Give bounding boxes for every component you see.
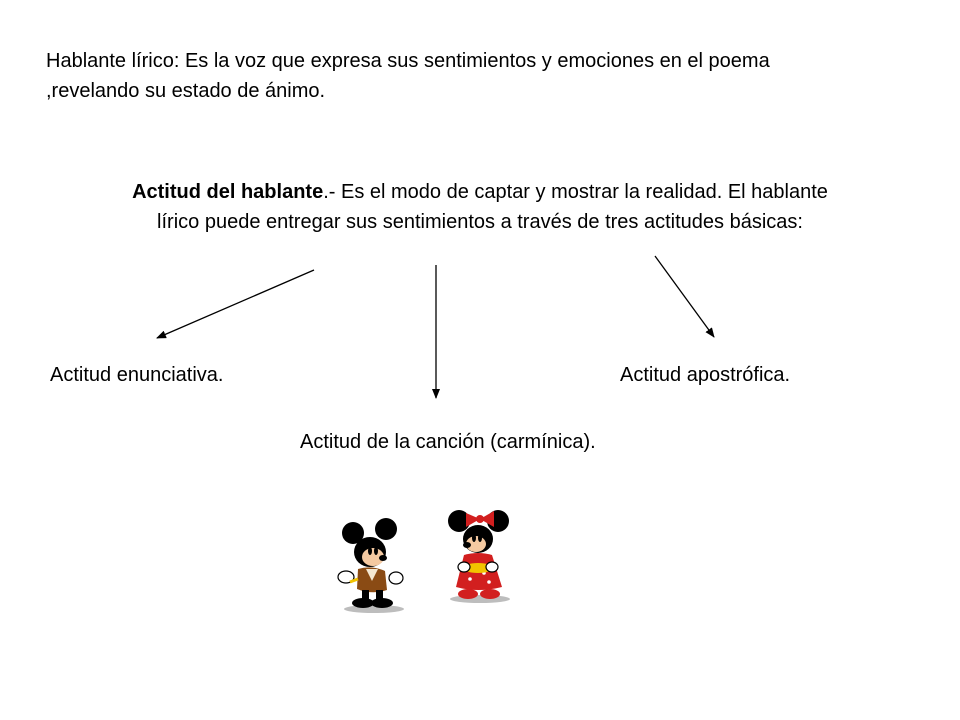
minnie-figure — [440, 505, 525, 605]
arrow-apostrofica — [655, 256, 714, 337]
label-actitud-cancion: Actitud de la canción (carmínica). — [300, 431, 596, 453]
label-actitud-apostrofica: Actitud apostrófica. — [620, 364, 791, 386]
label-actitud-enunciativa: Actitud enunciativa. — [50, 364, 224, 386]
attitude-term: Actitud del hablante — [132, 181, 324, 203]
attitude-definition: .- Es el modo de captar y mostrar la realidad. El hablante lírico puede entregar sus sentimientos a través de tres actitudes básicas: — [157, 181, 828, 233]
mickey-figure — [330, 515, 415, 615]
arrow-enunciativa — [157, 270, 314, 338]
intro-paragraph: Hablante lírico: Es la voz que expresa sus sentimientos y emociones en el poema ,revelando su estado de ánimo. — [46, 50, 770, 102]
